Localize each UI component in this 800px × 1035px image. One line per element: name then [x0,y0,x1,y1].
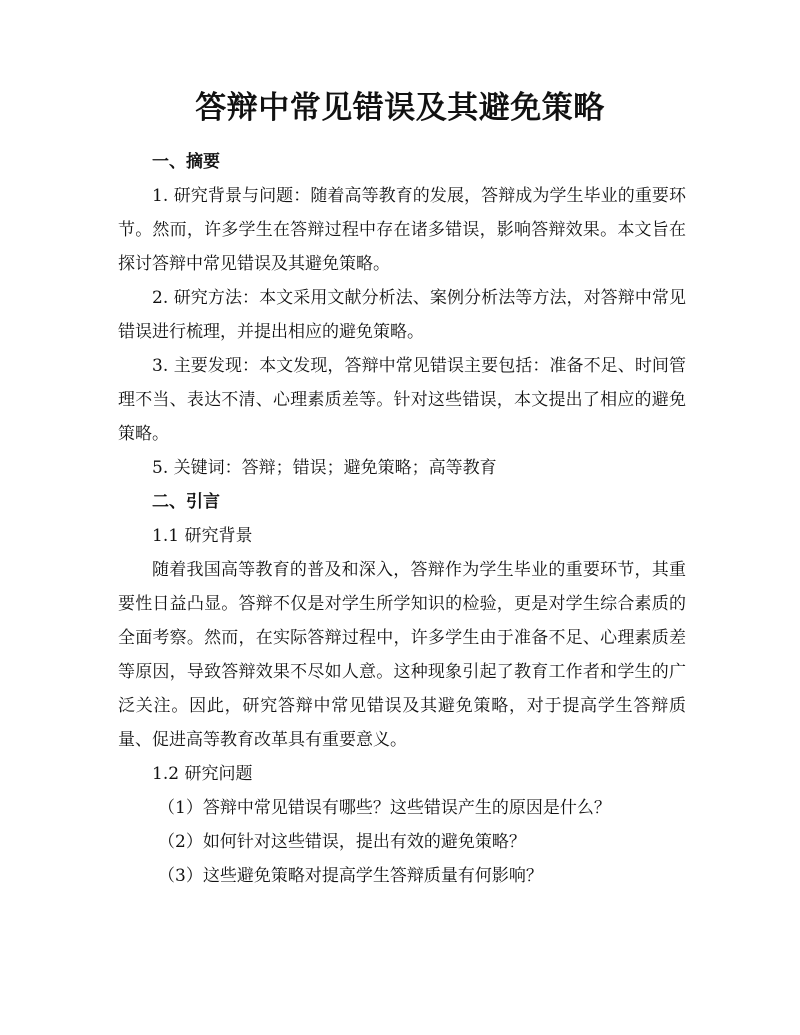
document-title: 答辩中常见错误及其避免策略 [195,90,605,126]
question-item-3: （3）这些避免策略对提高学生答辩质量有何影响？ [158,866,543,886]
document-body [118,145,686,893]
background-paragraph: 随着我国高等教育的普及和深入，答辩作为学生毕业的重要环节，其重要性日益凸显。答辩不仅是对学生所学知识的检验，更是对学生综合素质的全面考察。然而，在实际答辩过程中，许多学生由于准备不足、心理素质差等原因，导致答辩效果不尽如人意。这种现象引起了教育工作者和学生的广泛关注。因此，研究答辩中常见错误及其避免策略，对于提高学生答辩质量、促进高等教育改革具有重要意义。 [118,560,686,750]
abstract-heading: 一、摘要 [152,152,220,172]
abstract-item-background: 1. 研究背景与问题：随着高等教育的发展，答辩成为学生毕业的重要环节。然而，许多学生在答辩过程中存在诸多错误，影响答辩效果。本文旨在探讨答辩中常见错误及其避免策略。 [118,186,686,274]
questions-subheading: 1.2 研究问题 [152,764,253,784]
abstract-item-findings: 3. 主要发现：本文发现，答辩中常见错误主要包括：准备不足、时间管理不当、表达不清、心理素质差等。针对这些错误，本文提出了相应的避免策略。 [118,356,686,444]
question-item-1: （1）答辩中常见错误有哪些？这些错误产生的原因是什么？ [158,798,611,818]
introduction-heading: 二、引言 [152,492,220,512]
background-subheading: 1.1 研究背景 [152,526,253,546]
question-item-2: （2）如何针对这些错误，提出有效的避免策略？ [158,832,526,852]
abstract-item-keywords: 5. 关键词：答辩；错误；避免策略；高等教育 [152,458,497,478]
abstract-item-method: 2. 研究方法：本文采用文献分析法、案例分析法等方法，对答辩中常见错误进行梳理，并提出相应的避免策略。 [118,288,686,342]
